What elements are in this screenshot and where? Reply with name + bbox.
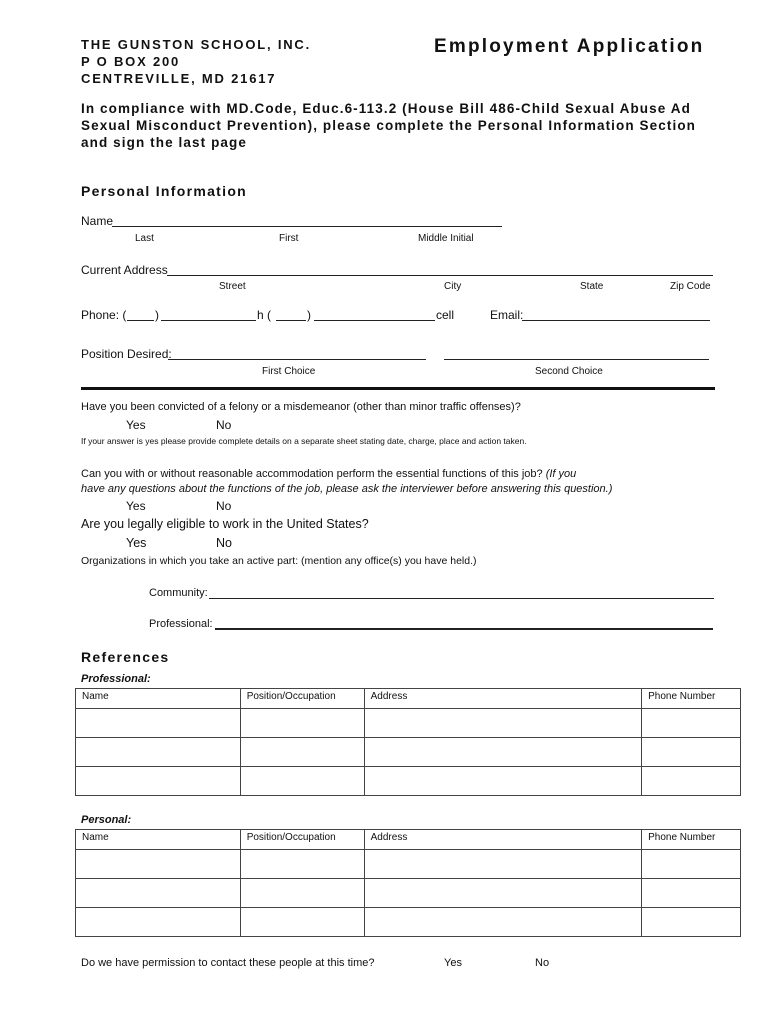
table-row (76, 908, 741, 937)
table-cell[interactable] (364, 709, 641, 738)
position-first-choice-field[interactable] (168, 359, 426, 360)
table-cell[interactable] (240, 709, 364, 738)
table-cell[interactable] (642, 879, 741, 908)
functions-question (81, 468, 576, 480)
personal-references-table (75, 829, 741, 937)
home-phone-suffix: h ( (257, 308, 272, 322)
table-cell[interactable] (76, 709, 241, 738)
table-header-row (76, 689, 741, 709)
email-field[interactable] (522, 320, 710, 321)
functions-yes-option[interactable]: Yes (126, 499, 146, 513)
table-row (76, 709, 741, 738)
address-label: Current Address (81, 263, 168, 277)
table-cell[interactable] (364, 738, 641, 767)
home-phone-field[interactable] (161, 320, 256, 321)
eligibility-yes-option[interactable]: Yes (126, 536, 147, 550)
professional-references-table (75, 688, 741, 796)
home-area-code-field[interactable] (127, 320, 154, 321)
position-label: Position Desired: (81, 347, 172, 361)
functions-question-text: Can you with or without reasonable accommodation perform the essential functions of this job? (81, 468, 543, 480)
permission-question: Do we have permission to contact these people at this time? (81, 957, 375, 969)
position-second-choice-field[interactable] (444, 359, 709, 360)
table-cell[interactable] (364, 908, 641, 937)
school-name: THE GUNSTON SCHOOL, INC. (81, 37, 312, 52)
personal-info-heading: Personal Information (81, 183, 248, 199)
address-street-caption: Street (219, 281, 246, 292)
page-title: Employment Application (434, 36, 705, 57)
table-cell[interactable] (642, 850, 741, 879)
column-header-phone: Phone Number (642, 830, 741, 850)
functions-no-option[interactable]: No (216, 499, 232, 513)
name-middle-caption: Middle Initial (418, 233, 474, 244)
table-row (76, 767, 741, 796)
permission-yes-option[interactable]: Yes (444, 957, 462, 969)
position-second-caption: Second Choice (535, 366, 603, 377)
functions-note: have any questions about the functions of the job, please ask the interviewer before answering this question.) (81, 483, 613, 495)
table-cell[interactable] (364, 879, 641, 908)
position-first-caption: First Choice (262, 366, 316, 377)
table-row (76, 879, 741, 908)
table-cell[interactable] (642, 709, 741, 738)
table-cell[interactable] (642, 767, 741, 796)
column-header-position: Position/Occupation (240, 689, 364, 709)
address-city-caption: City (444, 281, 462, 292)
table-cell[interactable] (642, 738, 741, 767)
school-box: P O BOX 200 (81, 54, 181, 69)
name-field[interactable] (112, 226, 502, 227)
community-label: Community: (149, 587, 208, 599)
cell-phone-field[interactable] (314, 320, 435, 321)
personal-references-label: Personal: (81, 814, 132, 826)
column-header-address: Address (364, 689, 641, 709)
table-cell[interactable] (76, 879, 241, 908)
table-cell[interactable] (76, 850, 241, 879)
address-zip-caption: Zip Code (670, 281, 711, 292)
felony-no-option[interactable]: No (216, 418, 232, 432)
table-cell[interactable] (76, 738, 241, 767)
felony-note: If your answer is yes please provide complete details on a separate sheet stating date, charge, place and action taken. (81, 436, 527, 446)
table-row (76, 850, 741, 879)
name-first-caption: First (279, 233, 299, 244)
table-cell[interactable] (364, 767, 641, 796)
name-label: Name (81, 214, 114, 228)
professional-references-label: Professional: (81, 673, 151, 685)
cell-area-code-field[interactable] (276, 320, 306, 321)
address-state-caption: State (580, 281, 604, 292)
table-cell[interactable] (76, 767, 241, 796)
email-label: Email: (490, 308, 524, 322)
column-header-name: Name (76, 689, 241, 709)
table-cell[interactable] (364, 850, 641, 879)
table-header-row (76, 830, 741, 850)
community-field[interactable] (209, 598, 714, 599)
phone-label: Phone: ( (81, 308, 127, 322)
name-last-caption: Last (135, 233, 154, 244)
column-header-phone: Phone Number (642, 689, 741, 709)
functions-note-start: (If you (545, 468, 577, 480)
cell-suffix: cell (436, 308, 455, 322)
table-cell[interactable] (240, 879, 364, 908)
compliance-statement: In compliance with MD.Code, Educ.6-113.2 (House Bill 486-Child Sexual Abuse Ad Sexual Misconduct Prevention), please complete the Personal Information Section and sign the last page (81, 101, 697, 150)
organizations-prompt: Organizations in which you take an active part: (mention any office(s) you have held.) (81, 555, 477, 567)
eligibility-no-option[interactable]: No (216, 536, 232, 550)
column-header-address: Address (364, 830, 641, 850)
column-header-position: Position/Occupation (240, 830, 364, 850)
table-row (76, 738, 741, 767)
felony-question: Have you been convicted of a felony or a misdemeanor (other than minor traffic offenses)? (81, 401, 521, 413)
table-cell[interactable] (240, 850, 364, 879)
eligibility-question: Are you legally eligible to work in the United States? (81, 517, 369, 531)
felony-yes-option[interactable]: Yes (126, 418, 146, 432)
table-cell[interactable] (76, 908, 241, 937)
table-cell[interactable] (240, 738, 364, 767)
table-cell[interactable] (240, 767, 364, 796)
table-cell[interactable] (642, 908, 741, 937)
references-heading: References (81, 649, 170, 665)
address-field[interactable] (167, 275, 713, 276)
cell-close-paren: ) (307, 308, 311, 322)
professional-org-field[interactable] (215, 628, 713, 630)
column-header-name: Name (76, 830, 241, 850)
table-cell[interactable] (240, 908, 364, 937)
section-divider (81, 387, 715, 390)
phone-close-paren: ) (155, 308, 159, 322)
professional-org-label: Professional: (149, 618, 213, 630)
permission-no-option[interactable]: No (535, 957, 550, 969)
school-city: CENTREVILLE, MD 21617 (81, 71, 277, 86)
